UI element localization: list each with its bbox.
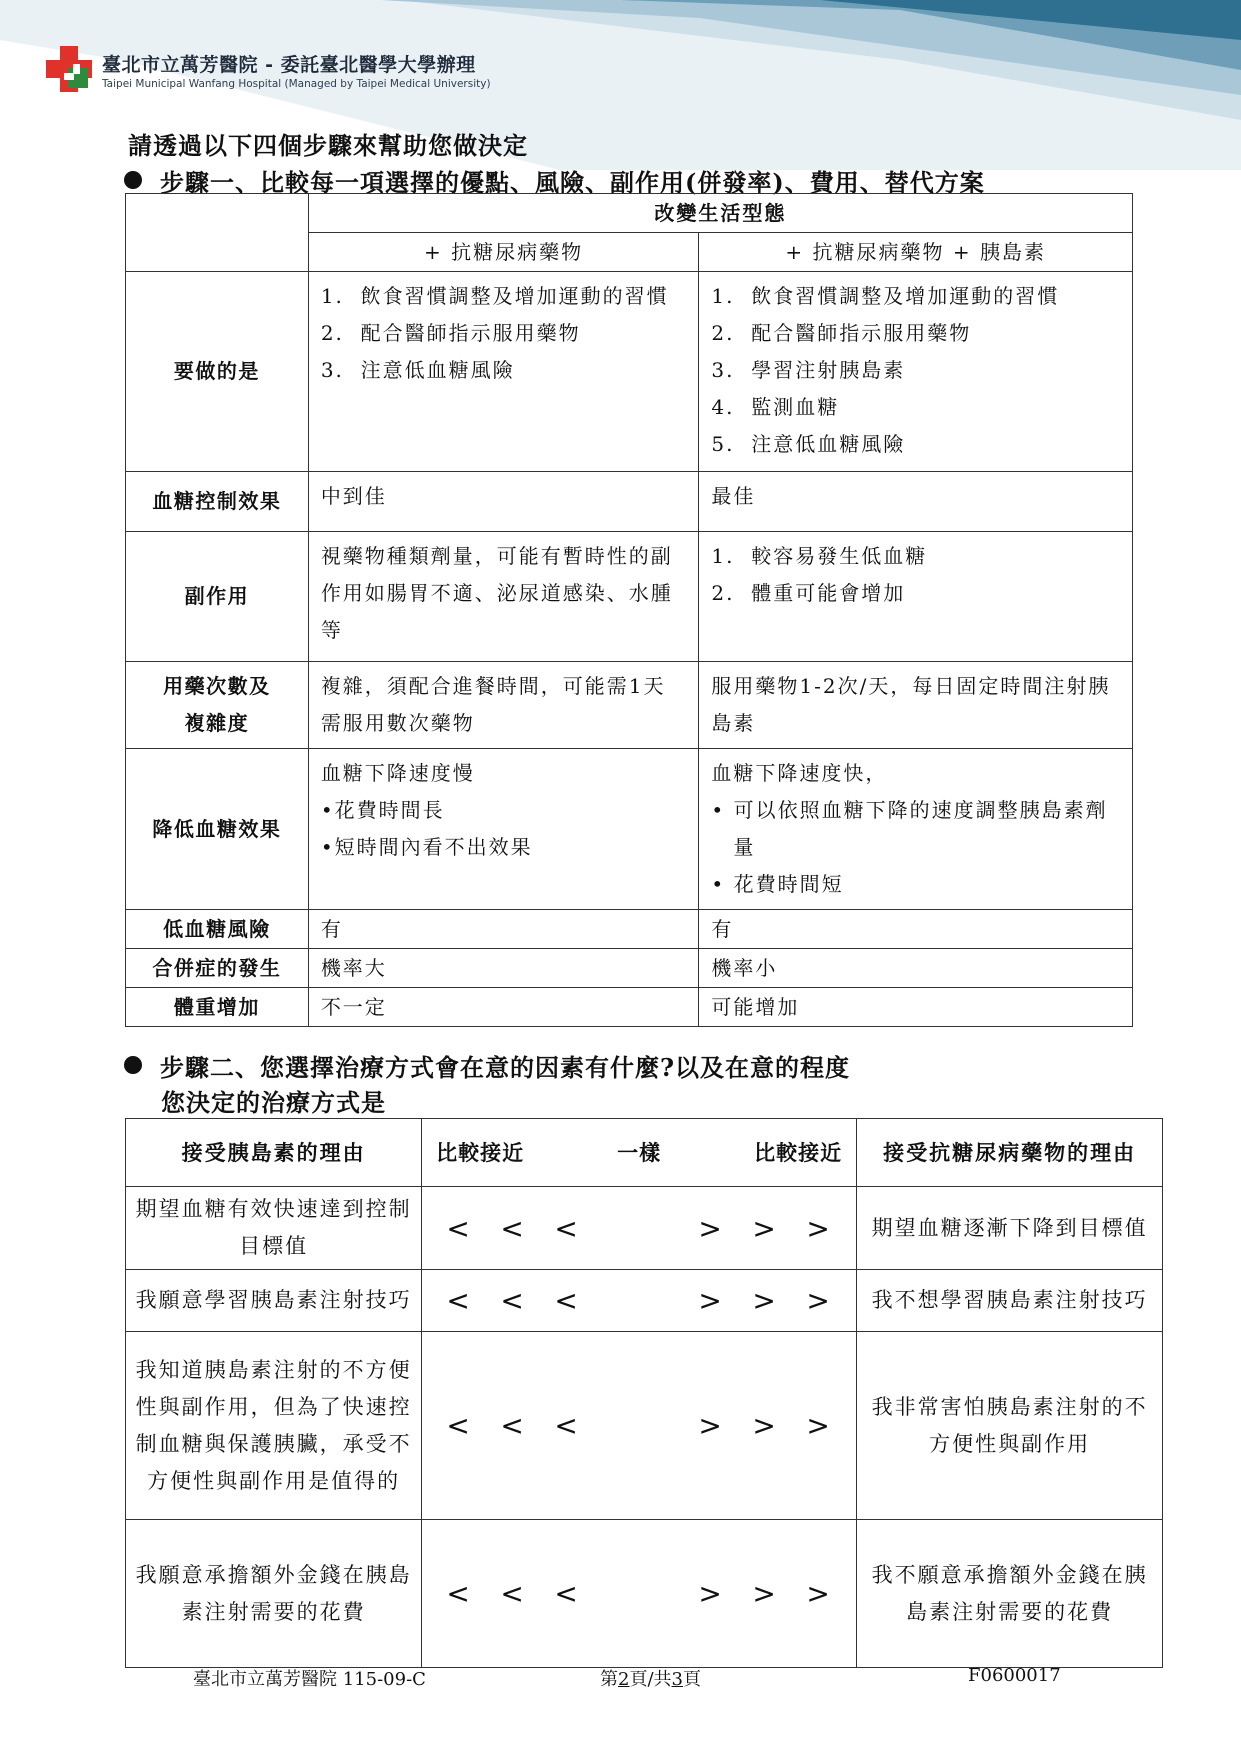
right-arrow-icon[interactable]: >: [752, 1409, 778, 1442]
left-header: 接受胰島素的理由: [126, 1119, 422, 1187]
cell-a: [308, 749, 699, 910]
left-arrow-icon[interactable]: <: [500, 1284, 526, 1317]
cell-a: 複雜，須配合進餐時間，可能需1天需服用數次藥物: [308, 662, 699, 749]
empty-corner-cell: [126, 194, 309, 272]
bullet-icon: [124, 1056, 142, 1074]
page-suffix: 頁: [682, 1669, 701, 1690]
right-reason: 我不願意承擔額外金錢在胰島素注射需要的花費: [857, 1520, 1163, 1668]
cell-line: 血糖下降速度慢: [320, 761, 475, 785]
bullet-icon: [124, 171, 142, 189]
right-arrow-icon[interactable]: >: [806, 1409, 832, 1442]
step2-heading: [124, 1048, 850, 1083]
page-total: 3: [671, 1669, 683, 1690]
right-arrow-icon[interactable]: >: [698, 1211, 724, 1245]
row-label: 要做的是: [126, 272, 309, 472]
cell-line: •花費時間長: [320, 798, 445, 822]
cell-a: 機率大: [308, 949, 699, 988]
row-label: 降低血糖效果: [126, 749, 309, 910]
right-arrow-icon[interactable]: >: [698, 1577, 724, 1610]
right-header: 接受抗糖尿病藥物的理由: [857, 1119, 1163, 1187]
cell-a: [308, 272, 699, 472]
cell-b: 機率小: [699, 949, 1133, 988]
right-reason: 期望血糖逐漸下降到目標值: [857, 1187, 1163, 1270]
left-arrow-icon[interactable]: <: [446, 1409, 472, 1442]
step2-subtitle: 您決定的治療方式是: [161, 1088, 386, 1117]
cell-b: 服用藥物1-2次/天，每日固定時間注射胰島素: [699, 662, 1133, 749]
group-header: 改變生活型態: [308, 194, 1132, 233]
list-item: 4. 監測血糖: [711, 395, 840, 419]
footer-left: 臺北市立萬芳醫院 115-09-C: [193, 1669, 426, 1690]
row-label: 合併症的發生: [126, 949, 309, 988]
list-item: 2. 配合醫師指示服用藥物: [320, 321, 581, 345]
scale-header: [422, 1119, 857, 1187]
row-label-line: 複雜度: [184, 711, 250, 735]
left-arrow-icon[interactable]: <: [554, 1577, 580, 1610]
hospital-name-zh: 臺北市立萬芳醫院 - 委託臺北醫學大學辦理: [102, 54, 476, 76]
cell-line: • 可以依照血糖下降的速度調整胰島素劑量: [711, 798, 1108, 859]
arrow-scale: [422, 1520, 857, 1668]
scale-mid-label: 一樣: [617, 1140, 662, 1165]
cell-b: 可能增加: [699, 988, 1133, 1027]
left-reason: 期望血糖有效快速達到控制目標值: [126, 1187, 422, 1270]
right-arrow-icon[interactable]: >: [806, 1284, 832, 1317]
left-arrow-icon[interactable]: <: [554, 1409, 580, 1442]
page-mid: 頁/共: [629, 1669, 672, 1690]
page-prefix: 第: [600, 1669, 618, 1690]
arrow-scale: [422, 1187, 857, 1270]
right-arrow-icon[interactable]: >: [806, 1211, 832, 1245]
page-number: [600, 1665, 701, 1691]
cell-a: 視藥物種類劑量，可能有暫時性的副作用如腸胃不適、泌尿道感染、水腫等: [308, 532, 699, 662]
right-arrow-icon[interactable]: >: [752, 1211, 778, 1245]
step2-title: 步驟二、您選擇治療方式會在意的因素有什麼?以及在意的程度: [160, 1053, 851, 1082]
cell-b: [699, 532, 1133, 662]
left-arrow-icon[interactable]: <: [554, 1211, 580, 1245]
cell-line: • 花費時間短: [711, 872, 844, 896]
arrow-scale: [422, 1270, 857, 1332]
left-arrow-icon[interactable]: <: [446, 1577, 472, 1610]
hospital-name-en: Taipei Municipal Wanfang Hospital (Managed by Taipei Medical University): [102, 78, 491, 90]
cell-line: 血糖下降速度快，: [711, 761, 888, 785]
option-a-header: + 抗糖尿病藥物: [308, 233, 699, 272]
row-label: [126, 662, 309, 749]
row-label-line: 用藥次數及: [163, 674, 271, 698]
cell-b: [699, 272, 1133, 472]
cell-b: [699, 749, 1133, 910]
list-item: 1. 飲食習慣調整及增加運動的習慣: [711, 284, 1060, 308]
right-reason: 我非常害怕胰島素注射的不方便性與副作用: [857, 1332, 1163, 1520]
row-label: 低血糖風險: [126, 910, 309, 949]
cell-a: 有: [308, 910, 699, 949]
list-item: 3. 注意低血糖風險: [320, 358, 515, 382]
cell-line: •短時間內看不出效果: [320, 835, 533, 859]
left-reason: 我知道胰島素注射的不方便性與副作用，但為了快速控制血糖與保護胰臟，承受不方便性與副作用是值得的: [126, 1332, 422, 1520]
preference-table: [125, 1118, 1163, 1668]
cell-a: 中到佳: [308, 472, 699, 532]
option-b-header: + 抗糖尿病藥物 + 胰島素: [699, 233, 1133, 272]
left-arrow-icon[interactable]: <: [500, 1211, 526, 1245]
row-label: 血糖控制效果: [126, 472, 309, 532]
cell-b: 最佳: [699, 472, 1133, 532]
cell-b: 有: [699, 910, 1133, 949]
page-current: 2: [618, 1669, 630, 1690]
right-arrow-icon[interactable]: >: [698, 1284, 724, 1317]
arrow-scale: [422, 1332, 857, 1520]
scale-left-label: 比較接近: [436, 1140, 525, 1165]
list-item: 2. 體重可能會增加: [711, 581, 906, 605]
intro-text: 請透過以下四個步驟來幫助您做決定: [128, 131, 528, 160]
left-arrow-icon[interactable]: <: [500, 1577, 526, 1610]
left-reason: 我願意承擔額外金錢在胰島素注射需要的花費: [126, 1520, 422, 1668]
left-arrow-icon[interactable]: <: [446, 1211, 472, 1245]
left-arrow-icon[interactable]: <: [500, 1409, 526, 1442]
row-label: 體重增加: [126, 988, 309, 1027]
left-arrow-icon[interactable]: <: [554, 1284, 580, 1317]
right-arrow-icon[interactable]: >: [752, 1577, 778, 1610]
hospital-logo: [46, 46, 92, 92]
right-reason: 我不想學習胰島素注射技巧: [857, 1270, 1163, 1332]
form-id: F0600017: [968, 1665, 1061, 1686]
list-item: 5. 注意低血糖風險: [711, 432, 906, 456]
comparison-table: [125, 193, 1133, 1027]
right-arrow-icon[interactable]: >: [698, 1409, 724, 1442]
row-label: 副作用: [126, 532, 309, 662]
step1-title: 步驟一、比較每一項選擇的優點、風險、副作用(併發率)、費用、替代方案: [160, 168, 985, 197]
left-reason: 我願意學習胰島素注射技巧: [126, 1270, 422, 1332]
scale-right-label: 比較接近: [754, 1140, 843, 1165]
cell-a: 不一定: [308, 988, 699, 1027]
list-item: 1. 飲食習慣調整及增加運動的習慣: [320, 284, 669, 308]
right-arrow-icon[interactable]: >: [806, 1577, 832, 1610]
list-item: 1. 較容易發生低血糖: [711, 544, 928, 568]
list-item: 3. 學習注射胰島素: [711, 358, 906, 382]
left-arrow-icon[interactable]: <: [446, 1284, 472, 1317]
right-arrow-icon[interactable]: >: [752, 1284, 778, 1317]
list-item: 2. 配合醫師指示服用藥物: [711, 321, 972, 345]
